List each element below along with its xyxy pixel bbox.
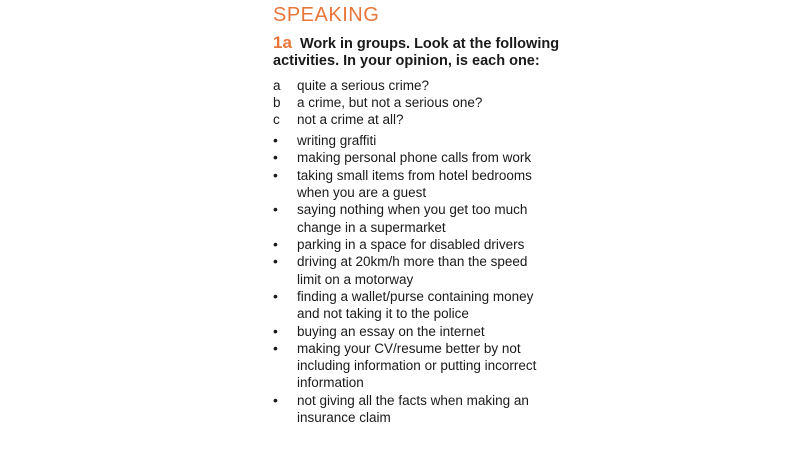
bullet-icon: • xyxy=(273,235,278,252)
activity-text: not giving all the facts when making an insurance claim xyxy=(297,392,529,425)
list-item xyxy=(273,288,573,322)
option-letter: c xyxy=(273,112,280,127)
bullet-icon: • xyxy=(273,253,278,270)
activity-text: finding a wallet/purse containing money and not taking it to the police xyxy=(297,288,534,322)
bullet-icon: • xyxy=(273,391,278,408)
answer-options xyxy=(273,77,573,128)
list-item xyxy=(273,167,573,201)
option-a xyxy=(273,77,573,94)
option-letter: a xyxy=(273,78,281,93)
option-c xyxy=(273,111,573,128)
option-b xyxy=(273,94,573,111)
list-item xyxy=(273,132,573,149)
option-letter: b xyxy=(273,95,281,110)
exercise-instruction xyxy=(273,34,573,70)
option-text: not a crime at all? xyxy=(297,112,404,127)
activity-text: making your CV/resume better by not including information or putting incorrect information xyxy=(297,340,537,391)
bullet-icon: • xyxy=(273,149,278,166)
textbook-page xyxy=(273,4,573,426)
section-heading: SPEAKING xyxy=(273,4,380,26)
bullet-icon: • xyxy=(273,166,278,183)
list-item xyxy=(273,323,573,340)
bullet-icon: • xyxy=(273,132,278,148)
list-item xyxy=(273,253,573,287)
bullet-icon: • xyxy=(273,339,278,356)
activity-text: writing graffiti xyxy=(297,133,377,148)
exercise-number: 1a xyxy=(273,33,292,52)
list-item xyxy=(273,149,573,166)
activity-text: parking in a space for disabled drivers xyxy=(297,236,525,252)
activity-text: saying nothing when you get too much change in a supermarket xyxy=(297,202,528,235)
list-item xyxy=(273,392,573,426)
exercise-text: Work in groups. Look at the following activities. In your opinion, is each one: xyxy=(273,36,560,69)
list-item xyxy=(273,236,573,253)
activity-text: driving at 20km/h more than the speed limit on a motorway xyxy=(297,254,528,287)
activity-list xyxy=(273,132,573,426)
activity-text: making personal phone calls from work xyxy=(297,150,532,166)
activity-text: taking small items from hotel bedrooms when you are a guest xyxy=(297,167,532,200)
option-text: a crime, but not a serious one? xyxy=(297,95,483,110)
option-text: quite a serious crime? xyxy=(297,78,430,93)
list-item xyxy=(273,201,573,235)
bullet-icon: • xyxy=(273,322,278,339)
activity-text: buying an essay on the internet xyxy=(297,323,485,339)
bullet-icon: • xyxy=(273,287,278,304)
bullet-icon: • xyxy=(273,201,278,218)
list-item xyxy=(273,340,573,392)
